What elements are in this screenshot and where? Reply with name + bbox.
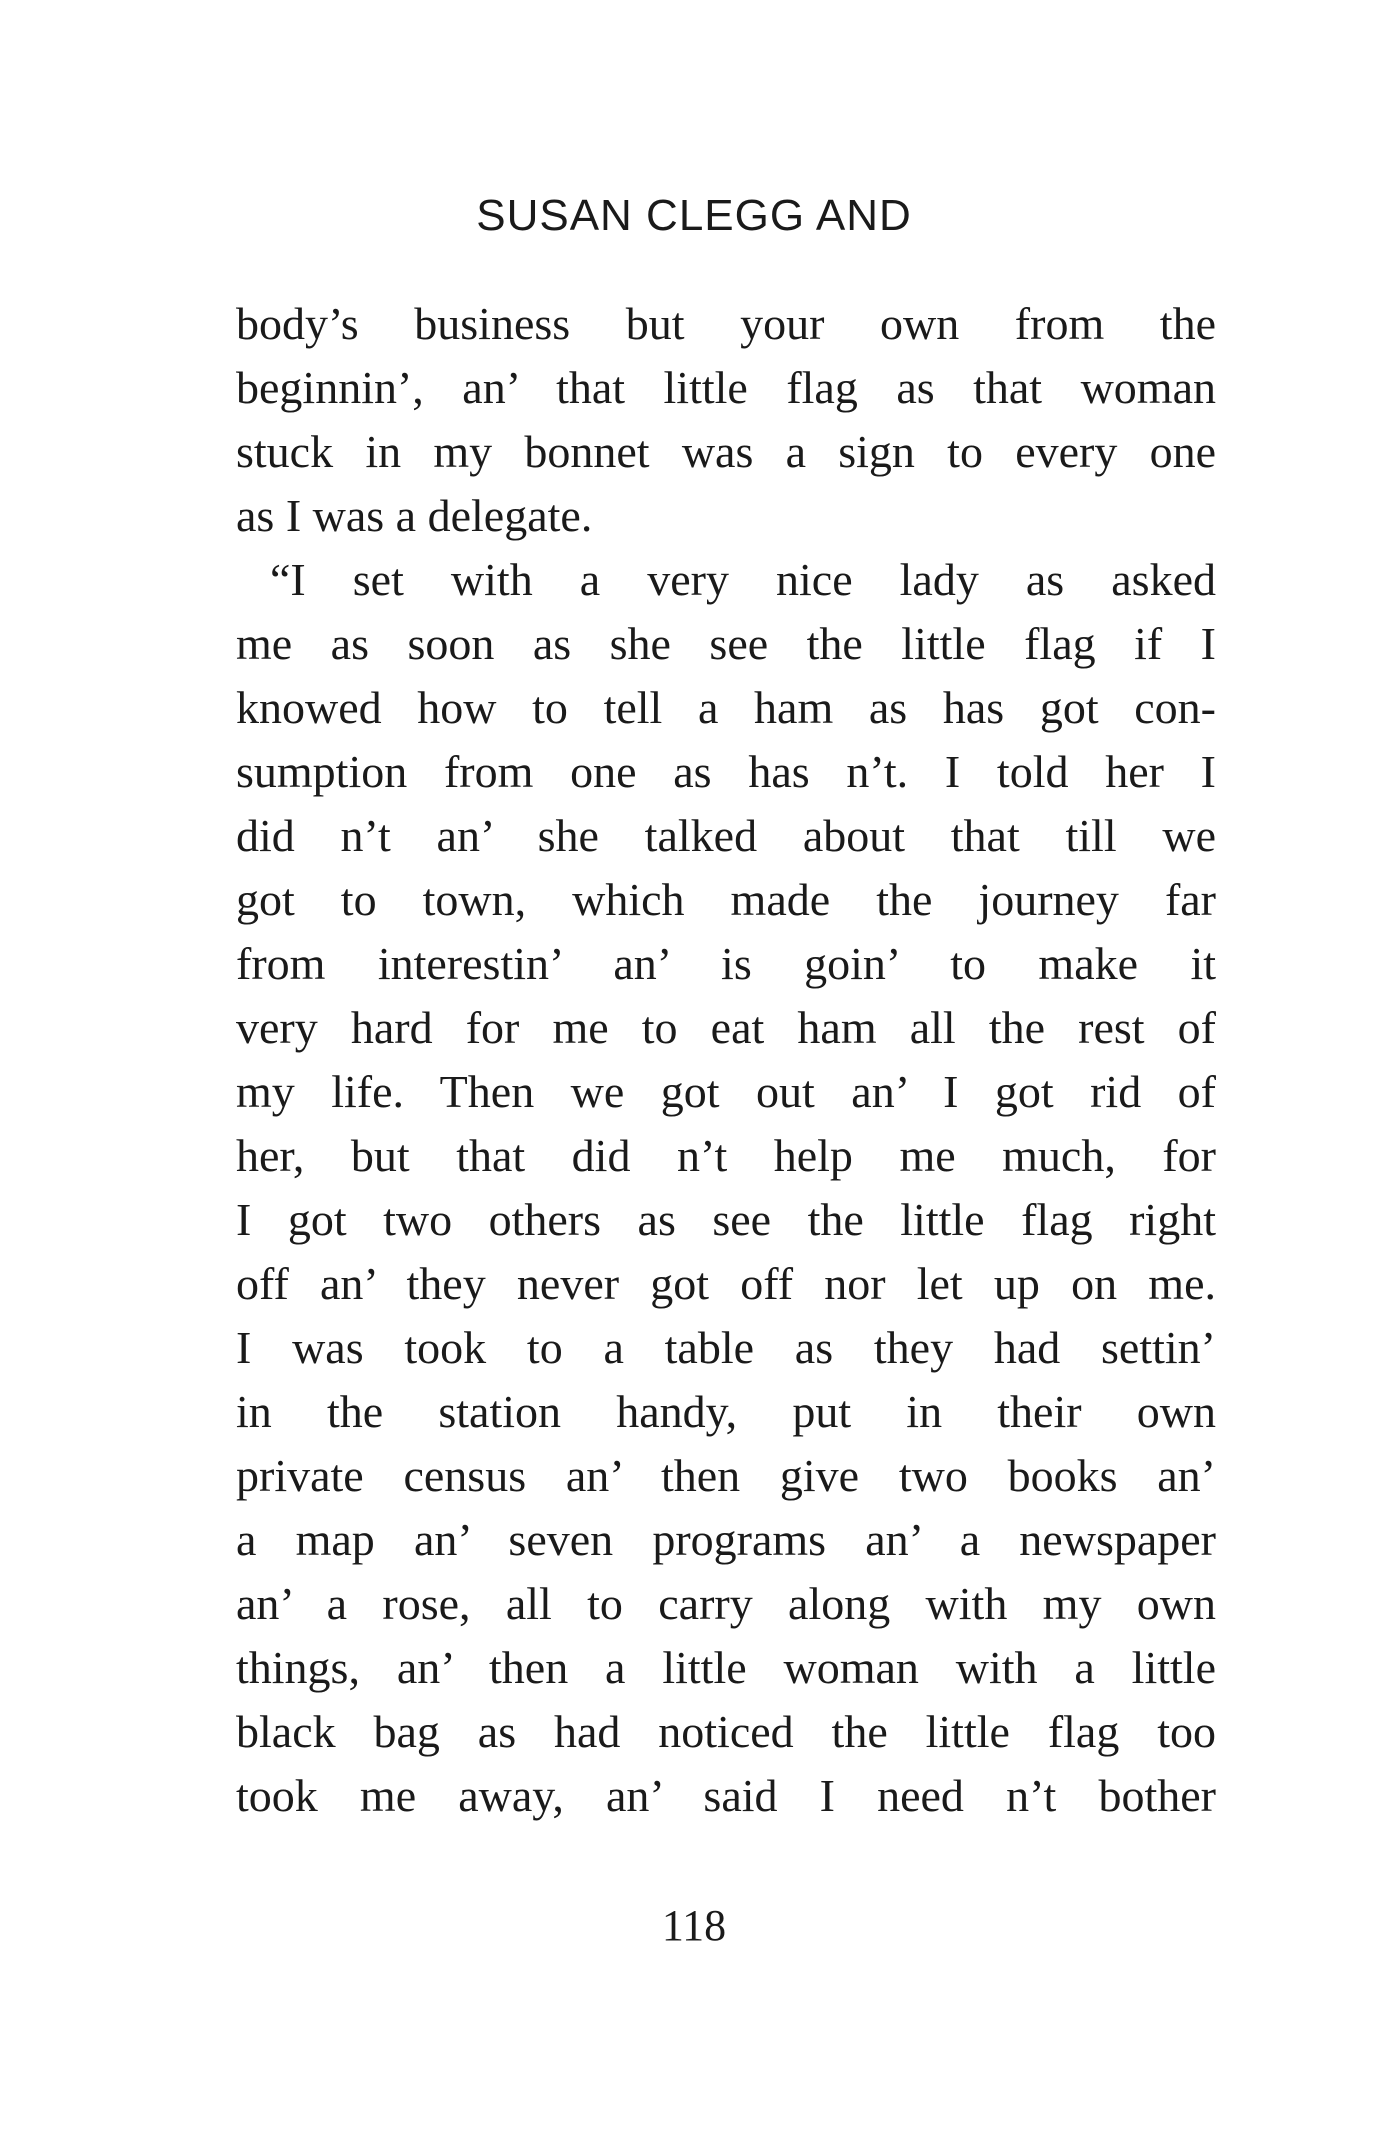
text-line: body’s business but your own from the	[236, 298, 1216, 349]
text-line: I was took to a table as they had settin’	[236, 1322, 1216, 1373]
text-line: did n’t an’ she talked about that till we	[236, 810, 1216, 861]
text-line: my life. Then we got out an’ I got rid of	[236, 1066, 1216, 1117]
text-line: her, but that did n’t help me much, for	[236, 1130, 1216, 1181]
text-line: black bag as had noticed the little flag too	[236, 1706, 1216, 1757]
text-line: as I was a delegate.	[236, 490, 593, 541]
text-line: stuck in my bonnet was a sign to every one	[236, 426, 1216, 477]
text-line: took me away, an’ said I need n’t bother	[236, 1770, 1216, 1821]
text-line: me as soon as she see the little flag if I	[236, 618, 1216, 669]
text-line: in the station handy, put in their own	[236, 1386, 1216, 1437]
text-line: a map an’ seven programs an’ a newspaper	[236, 1514, 1216, 1565]
running-head: SUSAN CLEGG AND	[476, 191, 912, 240]
body-text	[236, 292, 1216, 1828]
text-line: off an’ they never got off nor let up on me.	[236, 1258, 1216, 1309]
text-line: private census an’ then give two books an’	[236, 1450, 1216, 1501]
text-line: knowed how to tell a ham as has got con-	[236, 682, 1216, 733]
page-number: 118	[661, 1901, 727, 1950]
text-line: very hard for me to eat ham all the rest of	[236, 1002, 1216, 1053]
text-line: from interestin’ an’ is goin’ to make it	[236, 938, 1216, 989]
text-line: an’ a rose, all to carry along with my own	[236, 1578, 1216, 1629]
text-line: things, an’ then a little woman with a little	[236, 1642, 1216, 1693]
text-line: “I set with a very nice lady as asked	[270, 554, 1216, 605]
text-line: sumption from one as has n’t. I told her I	[236, 746, 1216, 797]
text-line: beginnin’, an’ that little flag as that woman	[236, 362, 1216, 413]
text-line: I got two others as see the little flag right	[236, 1194, 1216, 1245]
text-line: got to town, which made the journey far	[236, 874, 1216, 925]
